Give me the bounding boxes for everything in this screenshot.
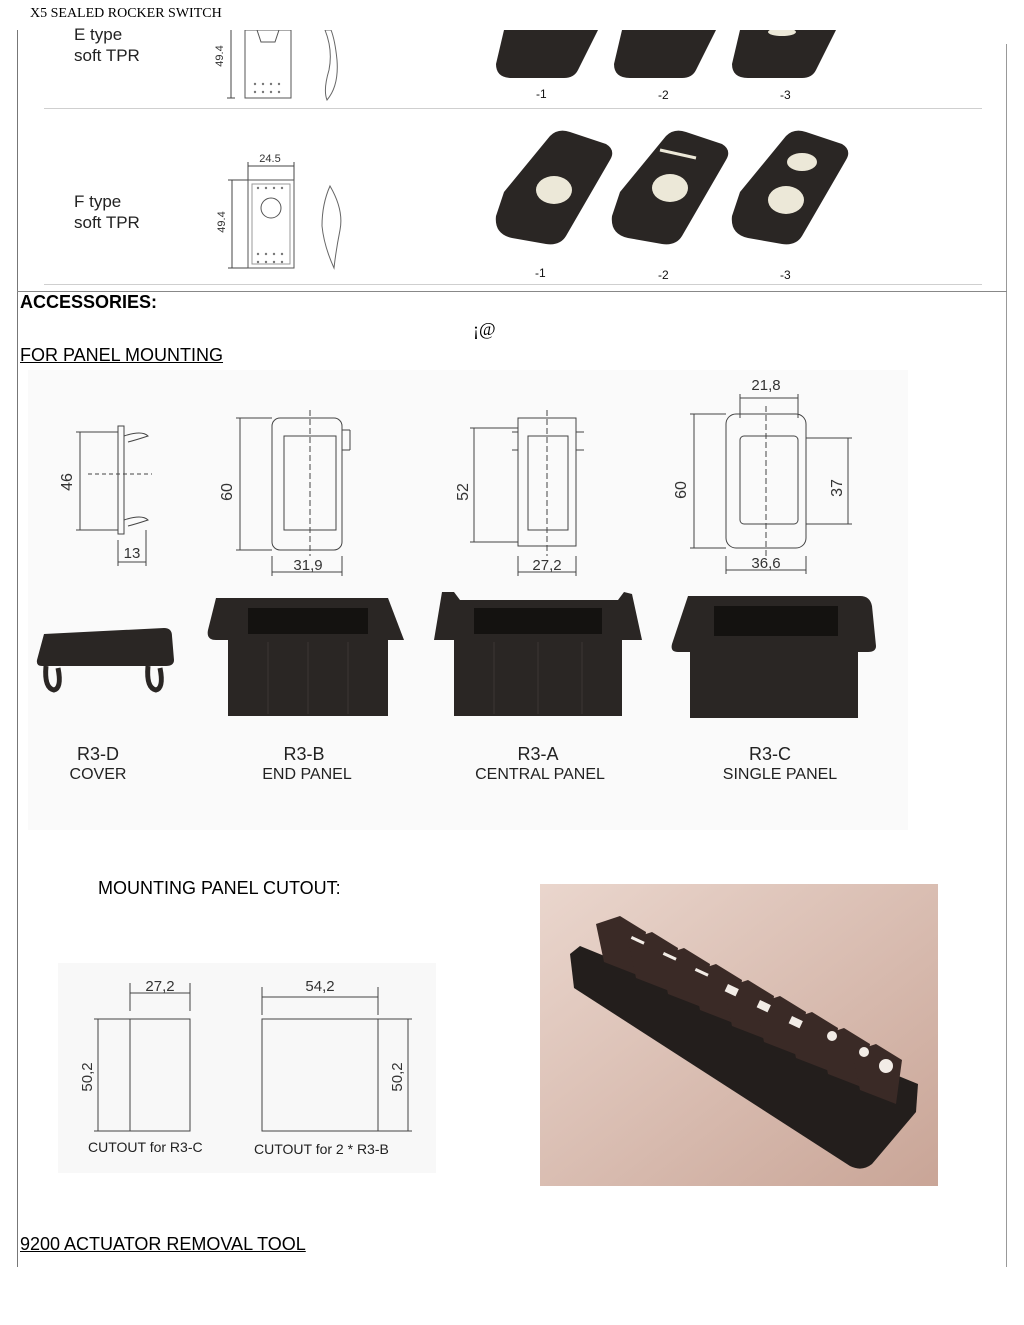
r3-d-name: COVER <box>69 766 127 783</box>
cutout-r3c-height-dim: 50,2 <box>79 1062 96 1092</box>
r3-a-name: CENTRAL PANEL <box>475 766 605 783</box>
accessories-heading: ACCESSORIES: <box>20 292 158 312</box>
e-type-switch-photos <box>490 30 850 82</box>
actuator-removal-tool-link[interactable]: 9200 ACTUATOR REMOVAL TOOL <box>20 1234 306 1254</box>
r3-b-photo <box>208 598 404 716</box>
r3-c-photo <box>672 596 876 718</box>
e-type-drawing <box>205 30 365 102</box>
f-type-suffix-3: -3 <box>780 268 791 282</box>
r3-d-code: R3-D <box>76 744 119 764</box>
cutout-r3b-caption: CUTOUT for 2 * R3-B <box>254 1141 389 1157</box>
f-type-drawing <box>210 150 370 274</box>
e-type-label-line2: soft TPR <box>74 46 140 65</box>
r3-c-name: SINGLE PANEL <box>722 766 838 783</box>
r3-c-drawing <box>690 394 852 574</box>
r3-b-code: R3-B <box>283 744 325 764</box>
f-type-height-dim: 49.4 <box>216 211 228 233</box>
r3-a-code: R3-A <box>517 744 559 764</box>
cutout-r3b-height-dim: 50,2 <box>389 1062 406 1092</box>
cutout-r3c-width-dim: 27,2 <box>145 978 175 995</box>
cutout-r3c-caption: CUTOUT for R3-C <box>88 1139 203 1155</box>
switch-panel-photo <box>540 884 938 1186</box>
r3-c-code: R3-C <box>748 744 791 764</box>
e-type-label <box>74 24 140 66</box>
f-type-switch-photos <box>490 128 850 264</box>
type-row-divider <box>44 108 982 109</box>
frame-left-border <box>17 30 18 1267</box>
f-type-suffix-2: -2 <box>658 268 669 282</box>
f-type-width-dim: 24.5 <box>259 153 281 165</box>
r3-b-dim-width: 31,9 <box>293 557 323 574</box>
e-type-height-dim: 49.4 <box>214 45 226 67</box>
f-type-label-line2: soft TPR <box>74 213 140 232</box>
f-type-switch-2 <box>612 131 728 245</box>
e-type-label-line1: E type <box>74 25 123 44</box>
frame-section-divider <box>17 291 1007 292</box>
f-type-switch-3 <box>732 131 848 245</box>
r3-d-photo <box>37 628 174 690</box>
e-type-suffix-1: -1 <box>536 87 547 101</box>
panel-mounting-link[interactable]: FOR PANEL MOUNTING <box>20 345 224 365</box>
cutout-r3b-width-dim: 54,2 <box>305 978 335 995</box>
r3-a-dim-height: 52 <box>455 483 472 501</box>
r3-a-drawing <box>470 410 584 576</box>
r3-d-dim-width: 13 <box>123 545 141 562</box>
e-type-suffix-2: -2 <box>658 88 669 102</box>
accessory-figure <box>28 370 908 830</box>
cutout-heading: MOUNTING PANEL CUTOUT: <box>98 878 341 898</box>
r3-c-dim-height: 60 <box>673 481 690 499</box>
f-type-switch-1 <box>496 131 612 245</box>
e-type-suffix-3: -3 <box>780 88 791 102</box>
type-row-divider-bottom <box>44 284 982 285</box>
r3-d-dim-height: 46 <box>59 473 76 491</box>
r3-c-dim-width: 36,6 <box>751 555 781 572</box>
f-type-suffix-1: -1 <box>535 266 546 280</box>
frame-right-border <box>1006 44 1007 1267</box>
document-title: X5 SEALED ROCKER SWITCH <box>30 6 222 21</box>
r3-c-dim-inner: 37 <box>829 479 846 497</box>
r3-a-photo <box>434 592 642 716</box>
r3-c-dim-top: 21,8 <box>751 377 781 394</box>
r3-b-drawing <box>236 410 350 576</box>
f-type-label <box>74 191 140 233</box>
r3-a-dim-width: 27,2 <box>532 557 562 574</box>
r3-d-drawing <box>76 426 152 566</box>
switch-panel-photo-art <box>540 884 938 1186</box>
r3-b-name: END PANEL <box>262 766 352 783</box>
r3-b-dim-height: 60 <box>219 483 236 501</box>
stray-character: ¡@ <box>473 319 496 339</box>
cutout-figure <box>58 963 436 1173</box>
f-type-label-line1: F type <box>74 192 122 211</box>
